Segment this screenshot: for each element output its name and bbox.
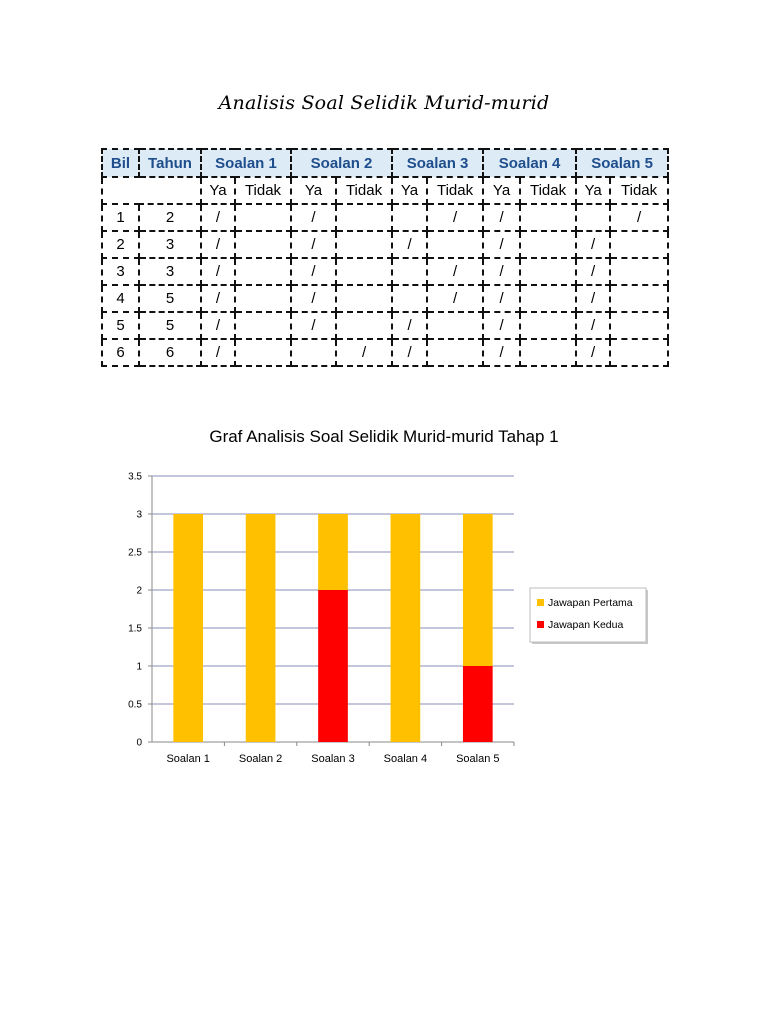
cell-tahun: 5 (139, 285, 201, 312)
legend-label: Jawapan Pertama (548, 597, 633, 609)
x-tick-label: Soalan 3 (311, 753, 355, 765)
cell-soalan-5-tidak: / (610, 204, 668, 231)
cell-soalan-1-ya: / (201, 231, 235, 258)
table-row (102, 231, 668, 258)
cell-tahun: 6 (139, 339, 201, 366)
cell-soalan-3-tidak (427, 339, 483, 366)
header-tahun: Tahun (139, 149, 201, 177)
table-row (102, 339, 668, 366)
cell-soalan-1-ya: / (201, 258, 235, 285)
y-tick-label: 0.5 (128, 699, 142, 711)
cell-soalan-2-ya: / (291, 258, 336, 285)
subheader-tidak: Tidak (520, 177, 576, 204)
bar-jawapan-kedua (463, 666, 493, 742)
cell-soalan-3-tidak: / (427, 285, 483, 312)
legend-label: Jawapan Kedua (548, 619, 624, 631)
cell-tahun: 2 (139, 204, 201, 231)
y-tick-label: 3 (136, 509, 142, 521)
table-row (102, 285, 668, 312)
cell-tahun: 5 (139, 312, 201, 339)
cell-soalan-3-ya (392, 204, 427, 231)
cell-soalan-5-tidak (610, 312, 668, 339)
header-soalan-1: Soalan 1 (201, 149, 291, 177)
cell-soalan-4-tidak (520, 231, 576, 258)
cell-soalan-1-tidak (235, 339, 291, 366)
x-tick-label: Soalan 5 (456, 753, 500, 765)
bar-jawapan-pertama (463, 514, 493, 666)
cell-soalan-3-tidak: / (427, 204, 483, 231)
table-row (102, 258, 668, 285)
cell-soalan-4-ya: / (483, 231, 520, 258)
cell-soalan-4-tidak (520, 204, 576, 231)
cell-soalan-3-ya: / (392, 339, 427, 366)
cell-soalan-4-tidak (520, 285, 576, 312)
cell-soalan-2-ya: / (291, 204, 336, 231)
cell-soalan-5-ya (576, 204, 610, 231)
x-tick-label: Soalan 1 (166, 753, 210, 765)
cell-bil: 3 (102, 258, 139, 285)
cell-soalan-4-tidak (520, 258, 576, 285)
subheader-ya: Ya (483, 177, 520, 204)
cell-soalan-1-tidak (235, 312, 291, 339)
cell-soalan-4-ya: / (483, 204, 520, 231)
cell-bil: 1 (102, 204, 139, 231)
header-soalan-3: Soalan 3 (392, 149, 483, 177)
cell-soalan-2-tidak (336, 312, 392, 339)
cell-soalan-2-ya: / (291, 285, 336, 312)
cell-tahun: 3 (139, 231, 201, 258)
cell-soalan-2-ya: / (291, 231, 336, 258)
subheader-tidak: Tidak (336, 177, 392, 204)
cell-soalan-2-tidak (336, 231, 392, 258)
cell-soalan-1-tidak (235, 258, 291, 285)
cell-soalan-3-ya: / (392, 312, 427, 339)
cell-soalan-5-tidak (610, 285, 668, 312)
cell-soalan-2-tidak (336, 204, 392, 231)
cell-soalan-5-ya: / (576, 231, 610, 258)
y-tick-label: 0 (136, 737, 142, 749)
cell-soalan-4-ya: / (483, 285, 520, 312)
subheader-blank (102, 177, 201, 204)
cell-soalan-4-tidak (520, 339, 576, 366)
document-title: Analisis Soal Selidik Murid-murid (218, 92, 550, 114)
cell-soalan-2-tidak (336, 258, 392, 285)
cell-bil: 5 (102, 312, 139, 339)
cell-soalan-5-tidak (610, 339, 668, 366)
chart-title: Graf Analisis Soal Selidik Murid-murid Tahap 1 (209, 427, 559, 446)
cell-soalan-3-ya (392, 258, 427, 285)
bar-jawapan-pertama (318, 514, 348, 590)
table-subheader-row (102, 177, 668, 204)
cell-soalan-3-ya (392, 285, 427, 312)
cell-soalan-3-tidak: / (427, 258, 483, 285)
cell-soalan-3-tidak (427, 312, 483, 339)
cell-soalan-2-tidak (336, 285, 392, 312)
subheader-tidak: Tidak (235, 177, 291, 204)
bar-jawapan-pertama (173, 514, 203, 742)
table-row (102, 204, 668, 231)
cell-soalan-5-ya: / (576, 339, 610, 366)
cell-soalan-3-tidak (427, 231, 483, 258)
cell-soalan-5-ya: / (576, 312, 610, 339)
table-header-row (102, 149, 668, 177)
cell-soalan-1-tidak (235, 204, 291, 231)
cell-soalan-4-ya: / (483, 339, 520, 366)
cell-soalan-1-ya: / (201, 312, 235, 339)
y-tick-label: 2.5 (128, 547, 142, 559)
bar-jawapan-kedua (318, 590, 348, 742)
cell-soalan-4-tidak (520, 312, 576, 339)
y-tick-label: 1.5 (128, 623, 142, 635)
subheader-ya: Ya (291, 177, 336, 204)
cell-soalan-5-tidak (610, 231, 668, 258)
y-tick-label: 3.5 (128, 471, 142, 483)
subheader-ya: Ya (576, 177, 610, 204)
header-soalan-2: Soalan 2 (291, 149, 392, 177)
cell-bil: 2 (102, 231, 139, 258)
y-tick-label: 1 (136, 661, 142, 673)
x-tick-label: Soalan 2 (238, 753, 283, 765)
subheader-ya: Ya (392, 177, 427, 204)
cell-soalan-1-tidak (235, 285, 291, 312)
cell-soalan-3-ya: / (392, 231, 427, 258)
header-soalan-5: Soalan 5 (576, 149, 668, 177)
cell-soalan-1-ya: / (201, 204, 235, 231)
table-body (102, 204, 668, 366)
cell-soalan-1-ya: / (201, 285, 235, 312)
cell-soalan-4-ya: / (483, 258, 520, 285)
legend-swatch (537, 621, 544, 628)
subheader-ya: Ya (201, 177, 235, 204)
x-tick-label: Soalan 4 (383, 753, 428, 765)
header-soalan-4: Soalan 4 (483, 149, 576, 177)
y-tick-label: 2 (136, 585, 142, 597)
table-row (102, 312, 668, 339)
subheader-tidak: Tidak (610, 177, 668, 204)
subheader-tidak: Tidak (427, 177, 483, 204)
cell-soalan-5-tidak (610, 258, 668, 285)
cell-bil: 4 (102, 285, 139, 312)
cell-soalan-1-ya: / (201, 339, 235, 366)
cell-tahun: 3 (139, 258, 201, 285)
legend-swatch (537, 599, 544, 606)
survey-table (101, 148, 669, 367)
cell-bil: 6 (102, 339, 139, 366)
bar-jawapan-pertama (391, 514, 421, 742)
cell-soalan-4-ya: / (483, 312, 520, 339)
cell-soalan-5-ya: / (576, 285, 610, 312)
cell-soalan-1-tidak (235, 231, 291, 258)
cell-soalan-5-ya: / (576, 258, 610, 285)
cell-soalan-2-ya: / (291, 312, 336, 339)
cell-soalan-2-ya (291, 339, 336, 366)
bar-jawapan-pertama (246, 514, 276, 742)
header-bil: Bil (102, 149, 139, 177)
stacked-bar-chart (100, 460, 660, 780)
cell-soalan-2-tidak: / (336, 339, 392, 366)
